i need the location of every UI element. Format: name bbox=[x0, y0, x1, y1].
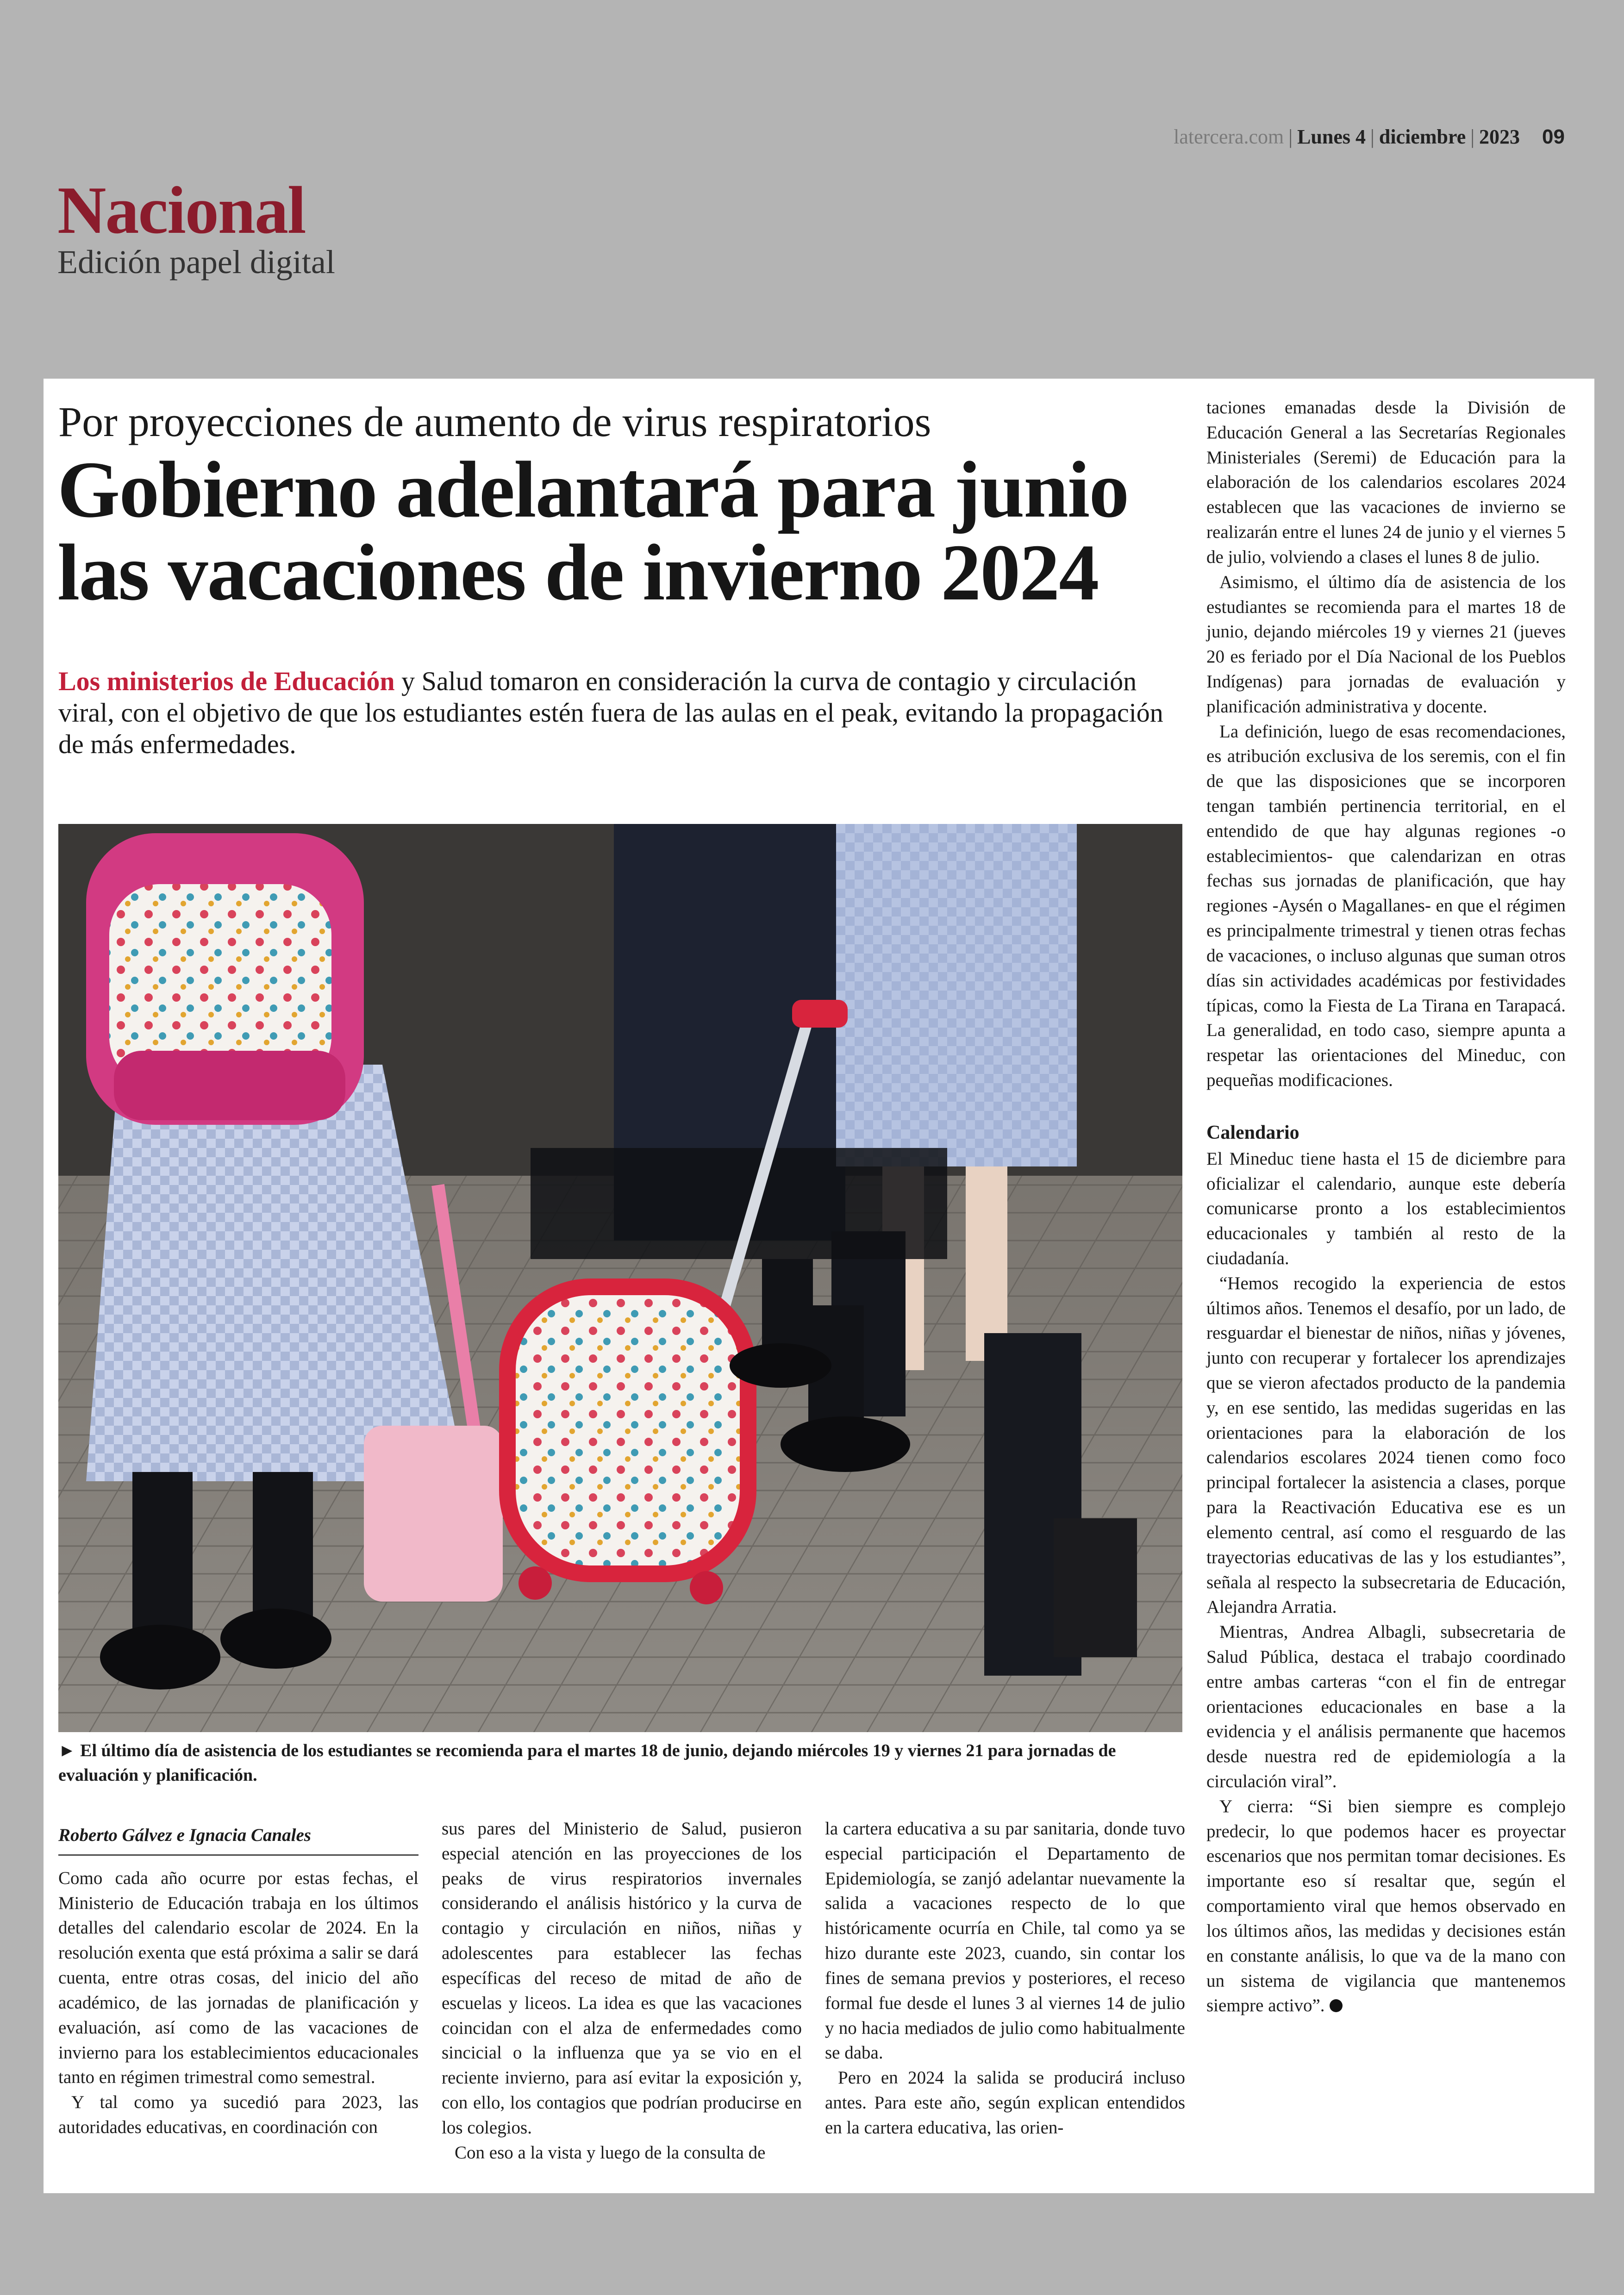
paragraph: Pero en 2024 la salida se producirá incluso antes. Para este año, según explican entendidos en la cartera educativa, las orien- bbox=[825, 2068, 1185, 2138]
paragraph: El Mineduc tiene hasta el 15 de diciembre para oficializar el calendario, aunque este debería comunicarse pronto a los establecimientos educacionales y también al resto de la ciudadanía. bbox=[1206, 1148, 1566, 1268]
header-year: 2023 bbox=[1479, 125, 1520, 148]
closing-quote: Y cierra: “Si bien siempre es complejo predecir, lo que podemos hacer es proyectar escenarios que nos permitan tomar decisiones. Es importante eso sí resaltar que, según el comportamiento viral que hemos observado en los últimos años, las medidas y decisiones están en constante análisis, lo que va de la mano con un sistema de vigilancia que mantenemos siempre activo”. bbox=[1206, 1796, 1566, 2016]
article-headline: Gobierno adelantará para junio las vacaciones de invierno 2024 bbox=[57, 445, 1129, 617]
paragraph: taciones emanadas desde la División de Educación General a las Secretarías Regionales Ministeriales (Seremi) de Educación para la elaboración de los calendarios escolares 2024 establecen que las vacaciones de invierno se realizarán entre el lunes 24 de junio y el viernes 5 de julio, volviendo a clases el lunes 8 de julio. bbox=[1206, 398, 1566, 567]
paragraph: Como cada año ocurre por estas fechas, el Ministerio de Educación trabaja en los últimos detalles del calendario escolar de 2024. En la resolución exenta que está próxima a salir se dará cuenta, entre otras cosas, del inicio del año académico, de las jornadas de planificación y evaluación, así como de las vacaciones de invierno para los establecimientos educacionales tanto en régimen trimestral como semestral. bbox=[58, 1868, 418, 2088]
article-column-4 bbox=[1206, 395, 1566, 2018]
paragraph: Mientras, Andrea Albagli, subsecretaria de Salud Pública, destaca el trabajo coordinado entre ambas carteras “con el fin de entregar orientaciones educacionales en base a la evidencia y el análisis permanente que hacemos desde nuestra red de epidemiología a la circulación viral”. bbox=[1206, 1622, 1566, 1792]
page-number: 09 bbox=[1542, 125, 1565, 148]
section-subhead: Calendario bbox=[1206, 1122, 1299, 1143]
page-header: latercera.com | Lunes 4 | diciembre | 2023 09 bbox=[1174, 125, 1565, 148]
header-day: Lunes 4 bbox=[1297, 125, 1366, 148]
paragraph: “Hemos recogido la experiencia de estos últimos años. Tenemos el desafío, por un lado, de resguardar el bienestar de niños, niñas y jóvenes, junto con recuperar y fortalecer los aprendizajes que se vieron afectados producto de la pandemia y, en ese sentido, las medidas sugeridas en las orientaciones para la elaboración de los calendarios escolares 2024 tienen como foco principal fortalecer la asistencia a clases, porque para la Reactivación Educativa ese es un elemento central, así como el resguardo de las trayectorias educativas de las y los estudiantes”, señala al respecto la subsecretaria de Educación, Alejandra Arratia. bbox=[1206, 1273, 1566, 1617]
paragraph: sus pares del Ministerio de Salud, pusieron especial atención en las proyecciones de los peaks de virus respiratorios invernales considerando el análisis histórico y la curva de contagio y circulación en niños, niñas y adolescentes para establecer las fechas específicas del receso de mitad de año de escuelas y liceos. La idea es que las vacaciones coincidan con el alza de enfermedades como sincicial o la influenza que ya se vio en el reciente invierno, para así evitar la exposición y, con ello, los contagios que podrían producirse en los colegios. bbox=[442, 1819, 802, 2138]
section-subtitle: Edición papel digital bbox=[57, 243, 335, 281]
header-month: diciembre bbox=[1379, 125, 1466, 148]
paragraph: la cartera educativa a su par sanitaria, donde tuvo especial participación el Departamento de Epidemiología, se zanjó adelantar nuevamente la salida a vacaciones respecto de lo que históricamente ocurría en Chile, tal como ya se hizo durante este 2023, cuando, sin contar los fines de semana previos y posteriores, el receso formal fue desde el lunes 3 al viernes 14 de julio y no hacia mediados de julio como habitualmente se daba. bbox=[825, 1819, 1185, 2063]
section-title: Nacional bbox=[57, 173, 306, 248]
paragraph: Con eso a la vista y luego de la consulta de bbox=[455, 2142, 766, 2163]
students-photo-illustration bbox=[58, 824, 1182, 1732]
paragraph: Y tal como ya sucedió para 2023, las autoridades educativas, en coordinación con bbox=[58, 2092, 418, 2137]
byline: Roberto Gálvez e Ignacia Canales bbox=[58, 1823, 418, 1856]
article-lead bbox=[58, 666, 1179, 760]
article-column-3 bbox=[825, 1816, 1185, 2140]
paragraph: La definición, luego de esas recomendaciones, es atribución exclusiva de los seremis, con el fin de que las disposiciones que se incorporen tengan también pertinencia territorial, en el entendido de que hay algunas regiones -o establecimientos- que calendarizan en otras fechas sus jornadas de planificación, que hay regiones -Aysén o Magallanes- en que el régimen es principalmente trimestral y tienen otras fechas de vacaciones, o incluso algunas que suman otros días sin actividades académicas por festividades típicas, como la Fiesta de La Tirana en Tarapacá. La generalidad, en todo caso, siempre apunta a respetar las orientaciones del Mineduc, con pequeñas modificaciones. bbox=[1206, 721, 1566, 1090]
end-of-article-icon bbox=[1330, 1999, 1343, 2012]
paragraph bbox=[1206, 1794, 1566, 2018]
site-name: latercera.com bbox=[1174, 125, 1284, 148]
lead-text: y Salud tomaron en consideración la curva de contagio y circulación viral, con el objetivo de que los estudiantes estén fuera de las aulas en el peak, evitando la propagación de más enfermedades. bbox=[58, 666, 1163, 759]
article-kicker: Por proyecciones de aumento de virus respiratorios bbox=[58, 398, 931, 445]
article-column-1 bbox=[58, 1823, 418, 2140]
article-column-2 bbox=[442, 1816, 802, 2165]
paragraph: Asimismo, el último día de asistencia de los estudiantes se recomienda para el martes 18 de junio, dejando miércoles 19 y viernes 21 (jueves 20 es feriado por el Día Nacional de los Pueblos Indígenas) para jornadas de evaluación y planificación administrativa y docente. bbox=[1206, 572, 1566, 717]
article-sheet bbox=[44, 379, 1594, 2193]
photo-caption: ► El último día de asistencia de los estudiantes se recomienda para el martes 18 de junio, dejando miércoles 19 y viernes 21 para jornadas de evaluación y planificación. bbox=[58, 1741, 1116, 1785]
lead-highlight: Los ministerios de Educación bbox=[58, 666, 395, 696]
article-photo bbox=[58, 824, 1182, 1732]
